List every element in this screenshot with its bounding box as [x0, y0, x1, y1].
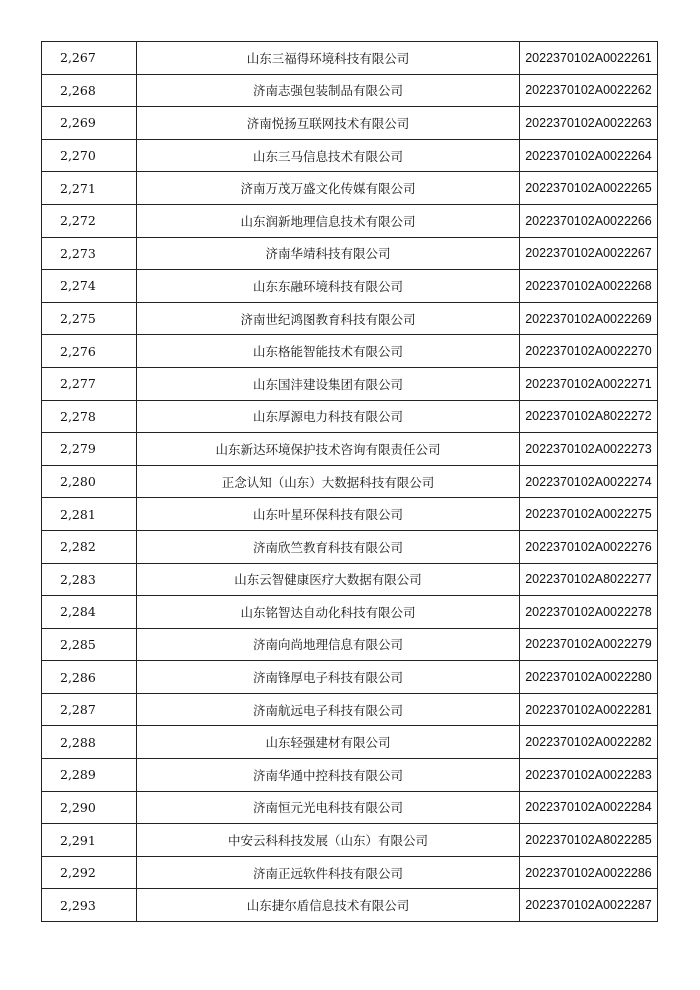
registration-code-cell: 2022370102A0022263	[520, 107, 658, 140]
registration-code-cell: 2022370102A0022284	[520, 791, 658, 824]
row-number-cell: 2,292	[42, 856, 137, 889]
table-row	[42, 628, 658, 661]
company-name-cell: 济南华通中控科技有限公司	[137, 759, 520, 792]
table-row	[42, 204, 658, 237]
registration-code-cell: 2022370102A0022279	[520, 628, 658, 661]
row-number-cell: 2,276	[42, 335, 137, 368]
table-row	[42, 302, 658, 335]
registration-code-cell: 2022370102A0022262	[520, 74, 658, 107]
registration-code-cell: 2022370102A0022270	[520, 335, 658, 368]
row-number-cell: 2,286	[42, 661, 137, 694]
company-name-cell: 济南世纪鸿图教育科技有限公司	[137, 302, 520, 335]
company-name-cell: 济南恒元光电科技有限公司	[137, 791, 520, 824]
row-number-cell: 2,290	[42, 791, 137, 824]
row-number-cell: 2,270	[42, 139, 137, 172]
row-number-cell: 2,289	[42, 759, 137, 792]
row-number-cell: 2,268	[42, 74, 137, 107]
company-name-cell: 济南欣竺教育科技有限公司	[137, 530, 520, 563]
registration-code-cell: 2022370102A0022282	[520, 726, 658, 759]
row-number-cell: 2,281	[42, 498, 137, 531]
table-row	[42, 433, 658, 466]
row-number-cell: 2,278	[42, 400, 137, 433]
registration-code-cell: 2022370102A8022285	[520, 824, 658, 857]
registration-code-cell: 2022370102A0022276	[520, 530, 658, 563]
registration-code-cell: 2022370102A0022266	[520, 204, 658, 237]
company-name-cell: 济南向尚地理信息有限公司	[137, 628, 520, 661]
row-number-cell: 2,277	[42, 367, 137, 400]
registration-code-cell: 2022370102A0022264	[520, 139, 658, 172]
table-row	[42, 270, 658, 303]
table-row	[42, 563, 658, 596]
table-row	[42, 367, 658, 400]
company-name-cell: 山东叶星环保科技有限公司	[137, 498, 520, 531]
registration-code-cell: 2022370102A0022261	[520, 42, 658, 75]
table-row	[42, 465, 658, 498]
table-row	[42, 172, 658, 205]
registration-code-cell: 2022370102A0022274	[520, 465, 658, 498]
registration-code-cell: 2022370102A8022277	[520, 563, 658, 596]
company-name-cell: 山东三马信息技术有限公司	[137, 139, 520, 172]
row-number-cell: 2,285	[42, 628, 137, 661]
row-number-cell: 2,273	[42, 237, 137, 270]
row-number-cell: 2,280	[42, 465, 137, 498]
registration-code-cell: 2022370102A0022278	[520, 596, 658, 629]
table-row	[42, 400, 658, 433]
registration-code-cell: 2022370102A0022265	[520, 172, 658, 205]
company-name-cell: 山东捷尔盾信息技术有限公司	[137, 889, 520, 922]
registration-code-cell: 2022370102A0022271	[520, 367, 658, 400]
table-row	[42, 726, 658, 759]
row-number-cell: 2,293	[42, 889, 137, 922]
records-table-body	[42, 42, 658, 922]
table-row	[42, 856, 658, 889]
company-name-cell: 中安云科科技发展（山东）有限公司	[137, 824, 520, 857]
table-row	[42, 530, 658, 563]
table-row	[42, 759, 658, 792]
row-number-cell: 2,284	[42, 596, 137, 629]
company-name-cell: 山东厚源电力科技有限公司	[137, 400, 520, 433]
records-table	[41, 41, 658, 922]
company-name-cell: 济南锋厚电子科技有限公司	[137, 661, 520, 694]
table-row	[42, 498, 658, 531]
company-name-cell: 济南航远电子科技有限公司	[137, 693, 520, 726]
company-name-cell: 山东格能智能技术有限公司	[137, 335, 520, 368]
registration-code-cell: 2022370102A0022286	[520, 856, 658, 889]
company-name-cell: 济南万茂万盛文化传媒有限公司	[137, 172, 520, 205]
registration-code-cell: 2022370102A0022267	[520, 237, 658, 270]
table-row	[42, 139, 658, 172]
registration-code-cell: 2022370102A8022272	[520, 400, 658, 433]
table-row	[42, 335, 658, 368]
table-row	[42, 824, 658, 857]
registration-code-cell: 2022370102A0022273	[520, 433, 658, 466]
table-row	[42, 74, 658, 107]
company-name-cell: 山东铭智达自动化科技有限公司	[137, 596, 520, 629]
registration-code-cell: 2022370102A0022280	[520, 661, 658, 694]
table-row	[42, 661, 658, 694]
row-number-cell: 2,271	[42, 172, 137, 205]
row-number-cell: 2,269	[42, 107, 137, 140]
company-name-cell: 山东国沣建设集团有限公司	[137, 367, 520, 400]
company-name-cell: 山东润新地理信息技术有限公司	[137, 204, 520, 237]
registration-code-cell: 2022370102A0022283	[520, 759, 658, 792]
row-number-cell: 2,283	[42, 563, 137, 596]
company-name-cell: 济南志强包装制品有限公司	[137, 74, 520, 107]
row-number-cell: 2,274	[42, 270, 137, 303]
company-name-cell: 山东新达环境保护技术咨询有限责任公司	[137, 433, 520, 466]
row-number-cell: 2,288	[42, 726, 137, 759]
registration-code-cell: 2022370102A0022275	[520, 498, 658, 531]
company-name-cell: 济南华靖科技有限公司	[137, 237, 520, 270]
company-name-cell: 山东东融环境科技有限公司	[137, 270, 520, 303]
row-number-cell: 2,287	[42, 693, 137, 726]
table-row	[42, 237, 658, 270]
row-number-cell: 2,279	[42, 433, 137, 466]
company-name-cell: 正念认知（山东）大数据科技有限公司	[137, 465, 520, 498]
table-row	[42, 693, 658, 726]
row-number-cell: 2,267	[42, 42, 137, 75]
row-number-cell: 2,275	[42, 302, 137, 335]
registration-code-cell: 2022370102A0022269	[520, 302, 658, 335]
registration-code-cell: 2022370102A0022281	[520, 693, 658, 726]
table-row	[42, 596, 658, 629]
table-row	[42, 791, 658, 824]
table-row	[42, 42, 658, 75]
registration-code-cell: 2022370102A0022287	[520, 889, 658, 922]
table-row	[42, 889, 658, 922]
row-number-cell: 2,272	[42, 204, 137, 237]
row-number-cell: 2,282	[42, 530, 137, 563]
company-name-cell: 济南正远软件科技有限公司	[137, 856, 520, 889]
company-name-cell: 山东云智健康医疗大数据有限公司	[137, 563, 520, 596]
company-name-cell: 山东三福得环境科技有限公司	[137, 42, 520, 75]
registration-code-cell: 2022370102A0022268	[520, 270, 658, 303]
table-row	[42, 107, 658, 140]
company-name-cell: 济南悦扬互联网技术有限公司	[137, 107, 520, 140]
company-name-cell: 山东轻强建材有限公司	[137, 726, 520, 759]
row-number-cell: 2,291	[42, 824, 137, 857]
